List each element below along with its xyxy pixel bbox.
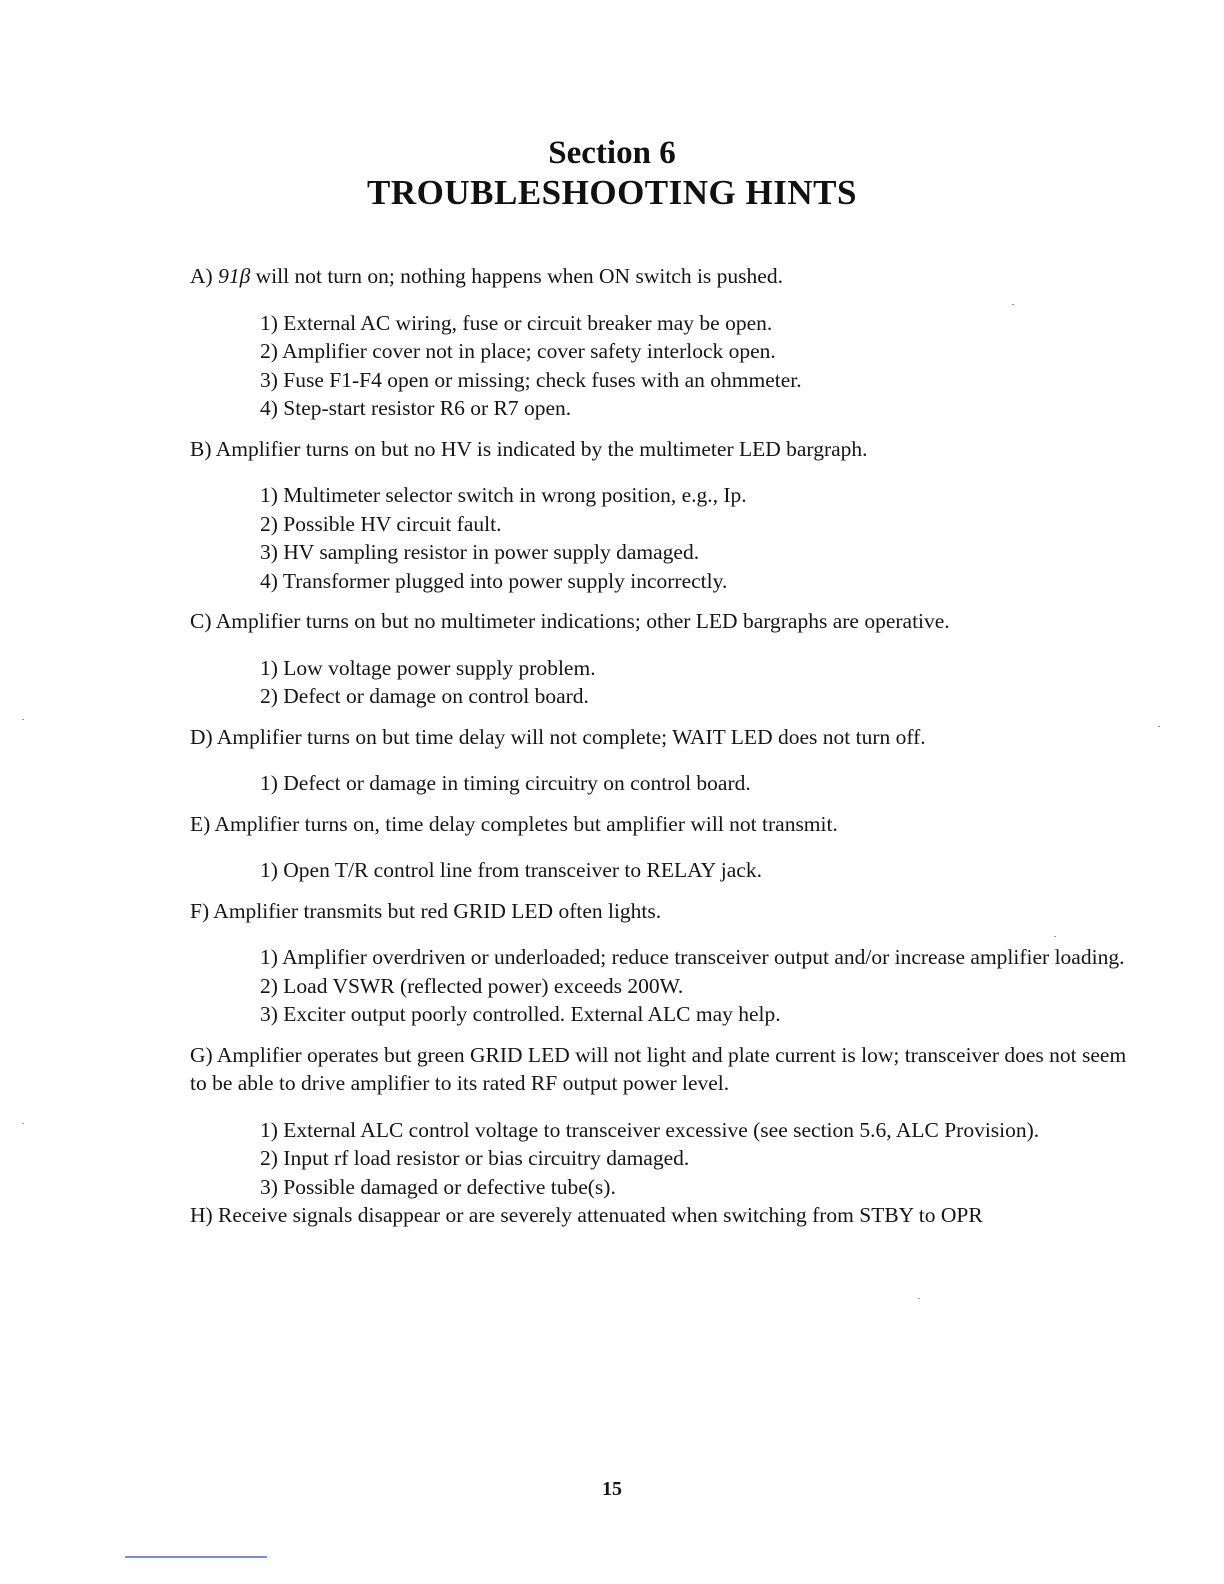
remedy-list (260, 309, 1130, 423)
scan-speck (22, 1123, 24, 1124)
remedy-item: 4) Transformer plugged into power supply incorrectly. (260, 568, 728, 593)
problem-statement: F) Amplifier transmits but red GRID LED often lights. (190, 898, 662, 923)
section-heading (0, 133, 1224, 213)
remedy-item: 3) Possible damaged or defective tube(s). (260, 1174, 616, 1199)
problem-statement: E) Amplifier turns on, time delay completes but amplifier will not transmit. (190, 811, 838, 836)
remedy-item: 1) External ALC control voltage to transceiver excessive (see section 5.6, ALC Provision). (260, 1117, 1040, 1142)
remedy-item: 1) Amplifier overdriven or underloaded; reduce transceiver output and/or increase amplifier loading. (260, 945, 1125, 969)
troubleshooting-list (190, 262, 1130, 1248)
remedy-item: 1) Defect or damage in timing circuitry on control board. (260, 771, 751, 795)
remedy-list (260, 943, 1130, 1029)
remedy-item: 1) Multimeter selector switch in wrong position, e.g., Ip. (260, 483, 747, 507)
troubleshooting-item-g (190, 1041, 1130, 1202)
remedy-item: 1) External AC wiring, fuse or circuit breaker may be open. (260, 310, 773, 335)
section-number: Section 6 (548, 135, 676, 171)
remedy-item: 2) Possible HV circuit fault. (260, 511, 502, 536)
remedy-item: 1) Open T/R control line from transceiver to RELAY jack. (260, 858, 762, 882)
remedy-list (260, 481, 1130, 595)
section-title: TROUBLESHOOTING HINTS (367, 173, 857, 212)
remedy-item: 2) Amplifier cover not in place; cover safety interlock open. (260, 339, 776, 363)
remedy-item: 3) Exciter output poorly controlled. External ALC may help. (260, 1002, 781, 1026)
problem-statement: C) Amplifier turns on but no multimeter indications; other LED bargraphs are operative. (190, 609, 950, 633)
problem-statement: H) Receive signals disappear or are severely attenuated when switching from STBY to OPR (190, 1203, 983, 1227)
model-name: 91β (218, 264, 251, 288)
troubleshooting-item-c (190, 607, 1130, 711)
remedy-item: 2) Input rf load resistor or bias circuitry damaged. (260, 1146, 690, 1170)
remedy-item: 3) Fuse F1-F4 open or missing; check fuses with an ohmmeter. (260, 367, 802, 392)
problem-statement: G) Amplifier operates but green GRID LED will not light and plate current is low; transceiver does not seem to be able to drive amplifier to its rated RF output power level. (190, 1042, 1127, 1095)
scan-speck (1158, 726, 1160, 727)
scan-speck (22, 719, 24, 720)
problem-statement: B) Amplifier turns on but no HV is indicated by the multimeter LED bargraph. (190, 436, 868, 461)
remedy-item: 2) Load VSWR (reflected power) exceeds 200W. (260, 973, 684, 998)
remedy-item: 4) Step-start resistor R6 or R7 open. (260, 396, 572, 420)
remedy-item: 3) HV sampling resistor in power supply damaged. (260, 540, 700, 564)
scan-speck (918, 1298, 920, 1299)
remedy-list (260, 1116, 1130, 1202)
troubleshooting-item-a (190, 262, 1130, 423)
remedy-item: 2) Defect or damage on control board. (260, 684, 589, 708)
footer-rule (125, 1556, 267, 1558)
remedy-list (260, 856, 1130, 885)
remedy-list (260, 654, 1130, 711)
troubleshooting-item-e (190, 810, 1130, 885)
page-number: 15 (602, 1478, 622, 1500)
problem-statement: D) Amplifier turns on but time delay will not complete; WAIT LED does not turn off. (190, 724, 926, 749)
scan-speck (1054, 936, 1056, 937)
troubleshooting-item-h (190, 1201, 1130, 1230)
troubleshooting-item-d (190, 723, 1130, 798)
troubleshooting-item-f (190, 897, 1130, 1029)
remedy-item: 1) Low voltage power supply problem. (260, 655, 596, 680)
problem-statement: A) 91β will not turn on; nothing happens when ON switch is pushed. (190, 264, 783, 288)
scan-speck (1012, 304, 1014, 305)
remedy-list (260, 769, 1130, 798)
troubleshooting-item-b (190, 435, 1130, 596)
